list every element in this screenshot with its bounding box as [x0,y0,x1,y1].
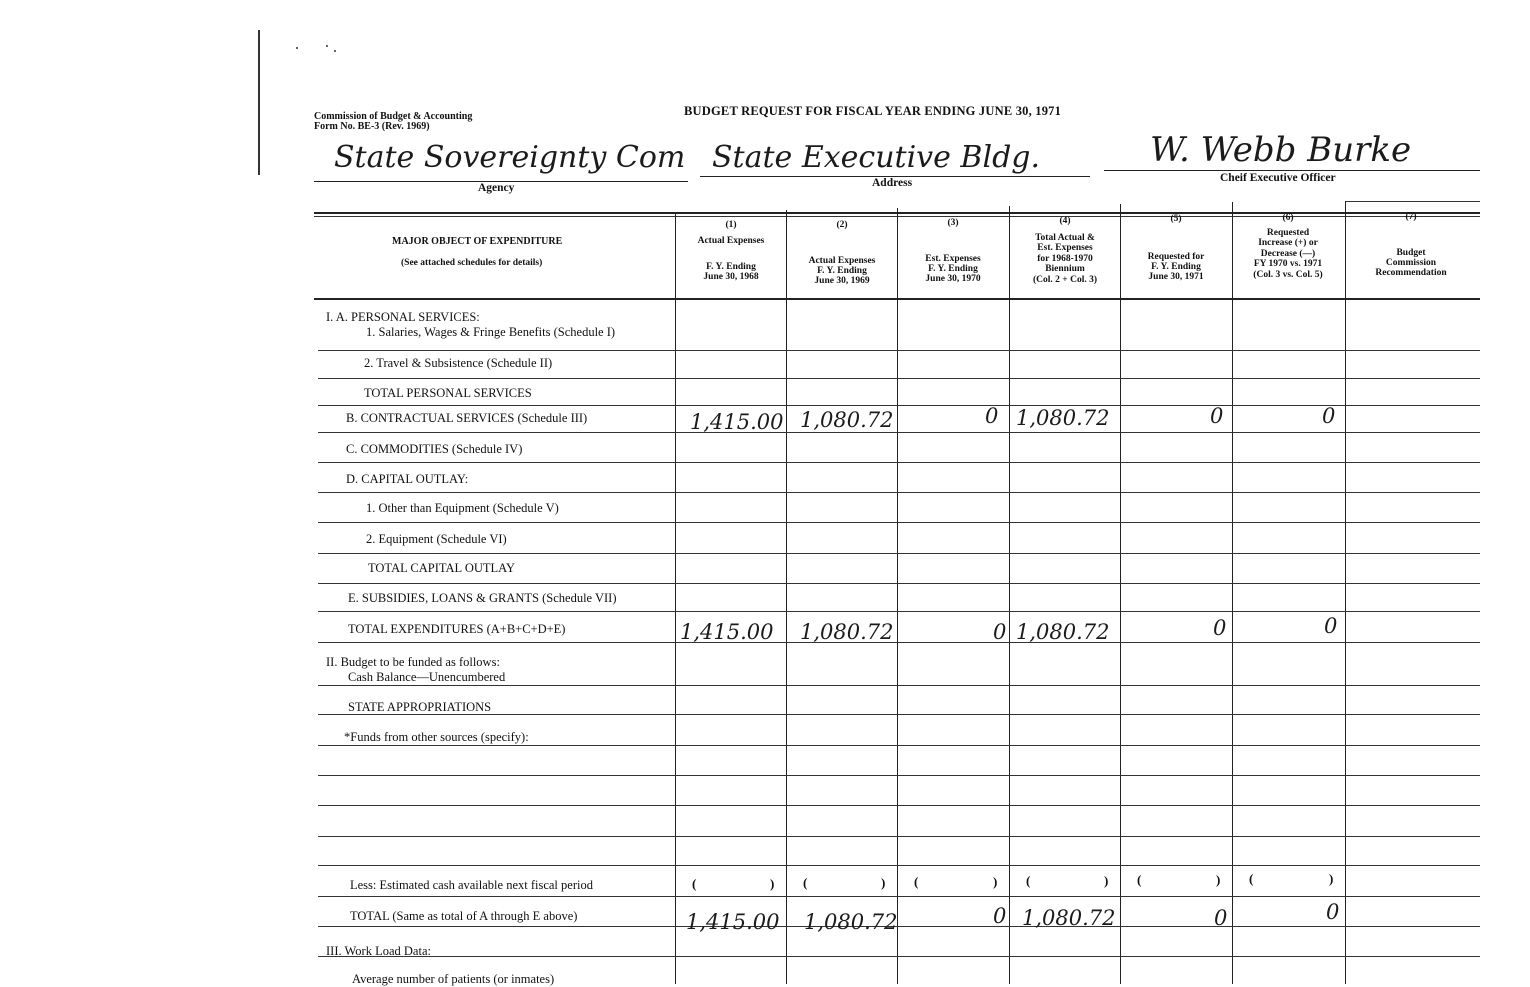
col-line: Commission [1385,258,1437,268]
col-line: Requested for [1147,252,1205,262]
row-label: Less: Estimated cash available next fiscal period [350,878,593,892]
row-rule [318,553,1480,554]
speck [334,50,336,52]
col-line: Actual Expenses [808,256,876,266]
total-col1: 1,415.00 [686,910,780,934]
row-rule [318,583,1480,584]
row-label: B. CONTRACTUAL SERVICES (Schedule III) [346,411,588,425]
column-divider [1345,201,1346,984]
paren-open: ( [1249,871,1254,886]
agency-value: State Sovereignty Com [334,140,686,175]
column-header-7 [1346,212,1476,278]
col-line: for 1968-1970 [1037,253,1093,264]
col-line: June 30, 1968 [703,272,759,282]
total-col3: 0 [993,904,1007,928]
address-label: Address [872,177,913,189]
row-label: 1. Other than Equipment (Schedule V) [366,501,559,515]
col-num: (7) [1405,212,1417,222]
label-header: MAJOR OBJECT OF EXPENDITURE [392,236,563,247]
row-label: TOTAL PERSONAL SERVICES [364,386,532,400]
contractual-col5: 0 [1210,404,1224,428]
column-divider [1120,204,1121,984]
speck [296,47,298,49]
address-value: State Executive Bldg. [712,140,1041,175]
col-line: June 30, 1970 [925,274,981,284]
row-label: 2. Travel & Subsistence (Schedule II) [364,356,553,370]
row-rule [318,432,1480,433]
column-header-2 [787,220,897,286]
row-rule [318,896,1480,897]
column-divider [897,208,898,984]
total-col2: 1,080.72 [804,910,898,934]
row-label: II. Budget to be funded as follows: [326,655,500,669]
contractual-col2: 1,080.72 [800,408,894,432]
column-header-5 [1121,214,1231,282]
row-label: E. SUBSIDIES, LOANS & GRANTS (Schedule VII) [348,591,617,605]
col-line: Actual Expenses [697,236,765,246]
col-num: (3) [947,218,959,228]
column-divider [786,210,787,984]
form-meta-line1: Commission of Budget & Accounting [314,111,473,122]
column-divider [1009,206,1010,984]
col-num: (2) [836,220,848,230]
row-label: STATE APPROPRIATIONS [348,700,492,714]
row-rule [318,611,1480,612]
row-rule [318,956,1480,957]
row-label: TOTAL (Same as total of A through E above) [350,909,578,923]
col-line: Est. Expenses [1037,243,1093,253]
paren-open: ( [914,874,919,889]
contractual-col1: 1,415.00 [690,410,784,434]
binding-margin-rule [258,30,260,175]
total-col6: 0 [1326,900,1340,924]
contractual-col6: 0 [1322,404,1336,428]
paren-open: ( [1026,873,1031,888]
total-exp-col2: 1,080.72 [800,620,894,644]
row-rule [318,350,1480,351]
paren-close: ) [1216,872,1221,887]
row-rule [318,714,1480,715]
paren-open: ( [692,876,697,891]
col7-top-rule [1346,201,1480,202]
col-line: Requested [1266,227,1310,238]
row-rule [318,685,1480,686]
col-line: F. Y. Ending [817,266,867,276]
column-header-4 [1010,216,1120,285]
col-line: (Col. 2 + Col. 3) [1033,274,1097,285]
form-meta [314,112,472,132]
row-rule [318,522,1480,523]
total-col5: 0 [1214,906,1228,930]
row-label: 1. Salaries, Wages & Fringe Benefits (Schedule I) [366,325,616,339]
total-exp-col6: 0 [1324,614,1338,638]
col-line: Total Actual & [1035,232,1095,243]
col-num: (4) [1059,216,1071,226]
col-num: (1) [725,220,737,230]
row-label: C. COMMODITIES (Schedule IV) [346,442,523,456]
paren-close: ) [993,874,998,889]
row-label: *Funds from other sources (specify): [344,730,529,744]
contractual-col3: 0 [985,404,999,428]
col-num: (6) [1282,213,1294,223]
speck [326,45,328,47]
agency-label: Agency [478,182,515,194]
contractual-col4: 1,080.72 [1016,406,1110,430]
row-label: I. A. PERSONAL SERVICES: [326,310,480,324]
col-line: Est. Expenses [925,254,981,264]
col-line: June 30, 1971 [1148,272,1204,282]
row-rule [318,805,1480,806]
column-header-6 [1233,213,1343,280]
paren-open: ( [1137,872,1142,887]
column-divider [675,212,676,984]
paren-close: ) [881,875,886,890]
row-rule [318,405,1480,406]
row-rule [318,836,1480,837]
col-line: Biennium [1045,264,1085,274]
form-meta-line2: Form No. BE-3 (Rev. 1969) [314,121,430,132]
total-exp-col5: 0 [1213,616,1227,640]
paren-close: ) [1104,873,1109,888]
paren-close: ) [1329,871,1334,886]
row-rule [318,378,1480,379]
col-line: Recommendation [1375,268,1447,278]
row-rule [318,865,1480,866]
paren-close: ) [770,876,775,891]
col-line: F. Y. Ending [1151,262,1201,272]
column-divider [1232,202,1233,984]
column-header-1 [676,220,786,282]
col-line: (Col. 3 vs. Col. 5) [1253,269,1323,280]
col-line: FY 1970 vs. 1971 [1253,259,1323,269]
col-line: Increase (+) or [1258,238,1318,248]
page-title: BUDGET REQUEST FOR FISCAL YEAR ENDING JUNE 30, 1971 [684,104,1062,118]
col-num: (5) [1170,214,1182,224]
col-line: Decrease (—) [1260,248,1316,259]
row-label: TOTAL EXPENDITURES (A+B+C+D+E) [348,622,566,636]
row-label: Cash Balance—Unencumbered [348,670,506,684]
row-label: D. CAPITAL OUTLAY: [346,472,469,486]
row-label: III. Work Load Data: [326,944,431,958]
total-exp-col3: 0 [993,620,1007,644]
paren-open: ( [803,875,808,890]
column-header-3 [898,218,1008,284]
col-line: F. Y. Ending [706,262,756,272]
header-bottom-rule [314,298,1480,300]
row-label: Average number of patients (or inmates) [352,972,555,986]
total-exp-col1: 1,415.00 [680,620,774,644]
row-label: 2. Equipment (Schedule VI) [366,532,507,546]
officer-signature: W. Webb Burke [1150,130,1412,170]
row-rule [318,745,1480,746]
col-line: F. Y. Ending [928,264,978,274]
row-rule [318,492,1480,493]
row-rule [318,926,1480,927]
row-rule [318,462,1480,463]
officer-label: Cheif Executive Officer [1220,172,1336,184]
officer-underline [1104,170,1480,171]
row-rule [318,642,1480,643]
row-rule [318,775,1480,776]
row-label: TOTAL CAPITAL OUTLAY [368,561,516,575]
col-line: Budget [1396,248,1426,258]
label-subheader: (See attached schedules for details) [401,258,543,268]
col-line: June 30, 1969 [814,276,870,286]
total-col4: 1,080.72 [1022,906,1116,930]
total-exp-col4: 1,080.72 [1016,620,1110,644]
